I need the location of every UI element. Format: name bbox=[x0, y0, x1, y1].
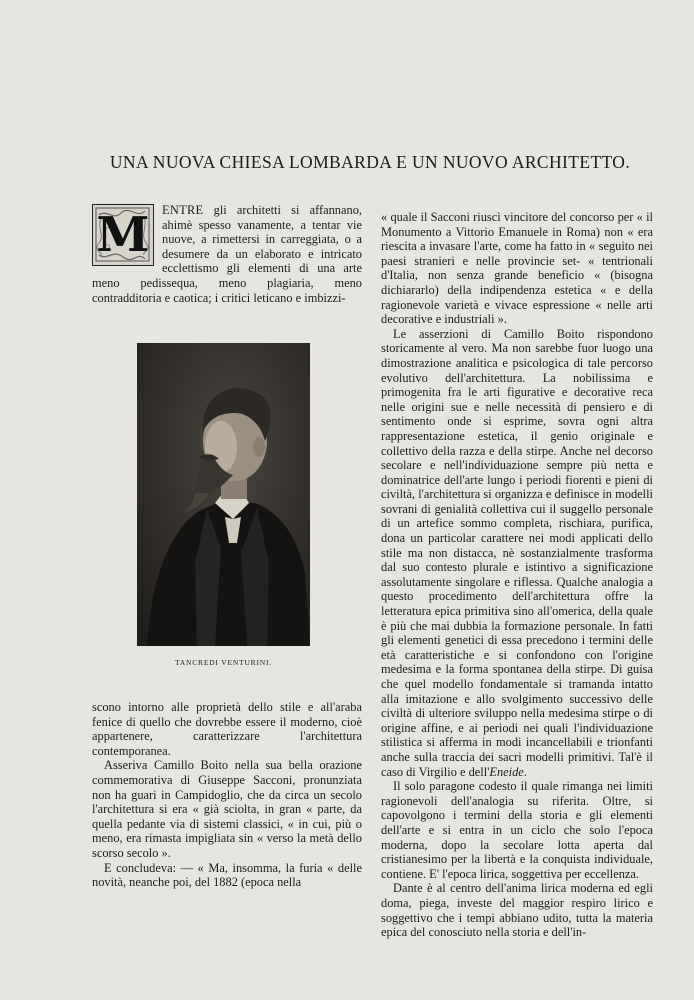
left-column-top bbox=[92, 203, 362, 305]
article-title: UNA NUOVA CHIESA LOMBARDA E UN NUOVO ARCHITETTO. bbox=[109, 152, 631, 172]
initial-letter: M bbox=[96, 206, 150, 263]
paragraph: Asseriva Camillo Boito nella sua bella orazione commemorativa di Giuseppe Sacconi, pronunziata non ha guari in Campidoglio, che da circa un secolo l'architettura si era « già sciolta, in gran « parte, da quella pedante via di sistemi classici, « in cui, più o meno, era rimasta impigliata sin « verso la metà dello scorso secolo ». bbox=[92, 758, 362, 860]
paragraph: Dante è al centro dell'anima lirica moderna ed egli doma, piega, investe del maggior respiro lirico e soggettivo che i tempi abbiano udito, tutta la materia epica del conosciuto nella storia e dell'in- bbox=[381, 881, 653, 940]
paragraph: E concludeva: — « Ma, insomma, la furia « delle novità, neanche poi, del 1882 (epoca nella bbox=[92, 860, 362, 890]
right-column bbox=[381, 210, 653, 940]
paragraph: scono intorno alle proprietà dello stile e all'araba fenice di quello che dovrebbe essere il moderno, cioè appartenere, caratterizzare l'architettura contemporanea. bbox=[92, 700, 362, 758]
opening-caps: ENTRE bbox=[162, 203, 204, 217]
portrait-figure-icon bbox=[137, 343, 310, 646]
italic-title: Eneide bbox=[489, 764, 524, 779]
decorated-initial bbox=[92, 204, 154, 266]
opening-text: gli architetti si affannano, ahimè spesso vanamente, a tentar vie nuove, a rimettersi in carreggiata, o a desumere da un elaborato e intricato ecclettismo gli elementi di una arte meno pedissequa, meno plagiaria, meno contradditoria e caotica; i critici leticano e imbizzi- bbox=[92, 203, 362, 305]
portrait-photo bbox=[137, 343, 310, 646]
figure-caption: TANCREDI VENTURINI. bbox=[175, 658, 272, 667]
paragraph bbox=[381, 327, 653, 779]
left-column-bottom bbox=[92, 700, 362, 890]
paragraph: « quale il Sacconi riuscì vincitore del concorso per « il Monumento a Vittorio Emanuele in Roma) non « era riescita a invasare l'arte, come ha fatto in « seguito nei paesi stranieri e nelle provincie set- « tentrionali d'Italia, non senza grande beneficio « (bisogna dichiararlo) della indipendenza estetica « e della ragionevole varietà e vivace espressione « nelle arti decorative e industriali ». bbox=[381, 210, 653, 327]
paragraph: Il solo paragone codesto il quale rimanga nei limiti ragionevoli dell'analogia su riferita. Oltre, si capovolgono i termini della storia e gli elementi dell'arte e si entra in un ciclo che solo l'epoca moderna, dopo la secolare lotta aperta dal cristianesimo per la libertà e la conquista individuale, contiene. E' l'epoca lirica, soggettiva per eccellenza. bbox=[381, 779, 653, 881]
paragraph-end: . bbox=[523, 764, 527, 779]
paragraph-text: Le asserzioni di Camillo Boito rispondono storicamente al vero. Ma non sarebbe fuor luogo una dimostrazione analitica e psicologica di tale percorso evolutivo dell'architettura. La nobilissima e primogenita fra le arti figurative e decorative reca nelle origini sue e nelle necessità di pensiero e di sentimento onde si esprime, sovra ogni altra rappresentazione estetica, il genio originale e collettivo della razza e della stirpe. Anche nel decorso secolare e nell'individuazione sempre più netta e dominatrice dell'arte lungo i periodi fiorenti e pieni di civiltà, l'architettura si organizza e definisce in modelli sovrani di genialità collettiva cui il suggello personale di un artefice sommo completa, rischiara, purifica, dona un particolar carattere nei modi applicati dello stile ma non distacca, nè sostanzialmente trasforma dal suo contesto plurale e istintivo a significazione assolutamente singolare e riflessa. Qualche analogia a questo procedimento dell'architettura offre la letteratura epica primitiva sino all'omerica, della quale è più che mai dubbia la formazione personale. In fatti gli elementi genetici di essa precedono i termini delle età caratteristiche e si confondono con l'origine medesima e la forma spontanea della stirpe. Di guisa che quel modello fondamentale si tramanda intatto alla imitazione e allo svolgimento successivo delle civiltà di ulteriore sviluppo nella medesima stirpe o di origine affine, e ai periodi nei quali l'individuazione stilistica si afferma in modi incancellabili e trionfanti anche sulla traccia dei sacri modelli primitivi. Tal'è il caso di Virgilio e dell' bbox=[381, 326, 653, 779]
